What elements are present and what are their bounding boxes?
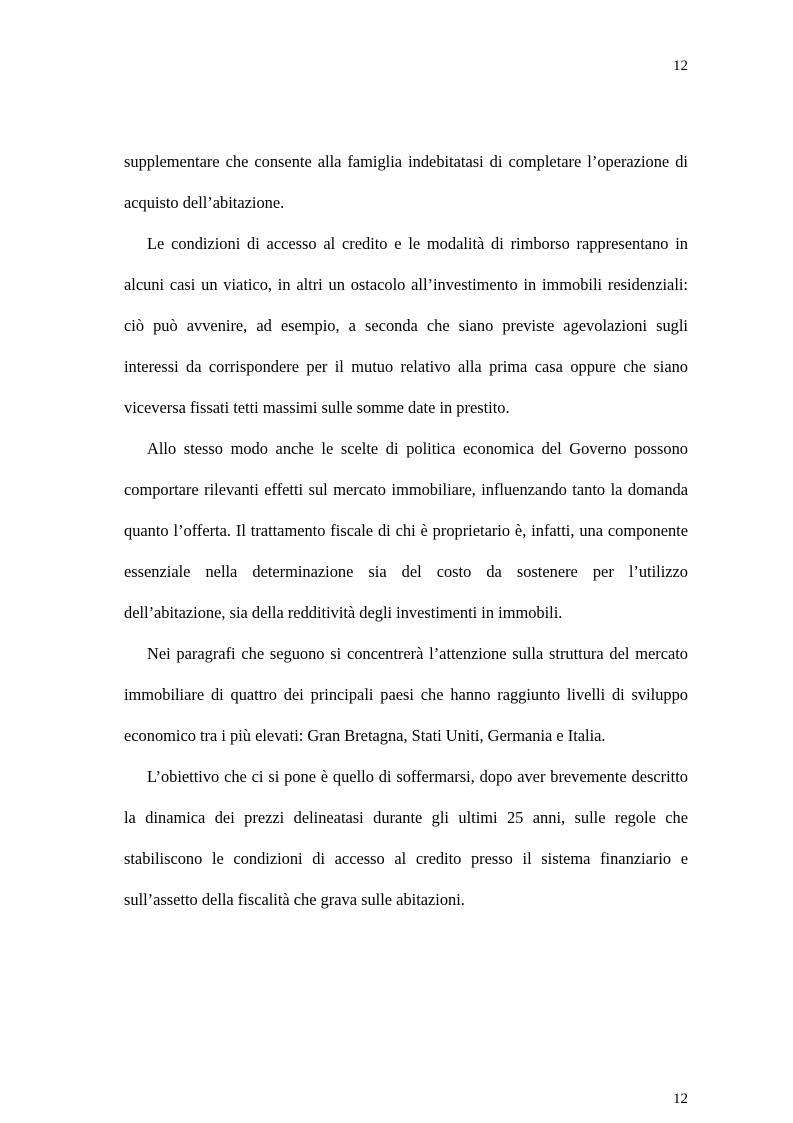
page-number-top: 12: [673, 58, 688, 74]
paragraph-3: Allo stesso modo anche le scelte di politica economica del Governo possono comportare rilevanti effetti sul mercato immobiliare, influenzando tanto la domanda quanto l’offerta. Il trattamento fiscale di chi è proprietario è, infatti, una componente essenziale nella determinazione sia del costo da sostenere per l’utilizzo dell’abitazione, sia della redditività degli investimenti in immobili.: [124, 439, 688, 622]
document-body: [124, 141, 688, 920]
page-number-bottom: 12: [673, 1091, 688, 1107]
paragraph-5: L’obiettivo che ci si pone è quello di soffermarsi, dopo aver brevemente descritto la dinamica dei prezzi delineatasi durante gli ultimi 25 anni, sulle regole che stabiliscono le condizioni di accesso al credito presso il sistema finanziario e sull’assetto della fiscalità che grava sulle abitazioni.: [124, 767, 688, 909]
paragraph-4: Nei paragrafi che seguono si concentrerà l’attenzione sulla struttura del mercato immobiliare di quattro dei principali paesi che hanno raggiunto livelli di sviluppo economico tra i più elevati: Gran Bretagna, Stati Uniti, Germania e Italia.: [124, 644, 688, 745]
paragraph-2: Le condizioni di accesso al credito e le modalità di rimborso rappresentano in alcuni casi un viatico, in altri un ostacolo all’investimento in immobili residenziali: ciò può avvenire, ad esempio, a seconda che siano previste agevolazioni sugli interessi da corrispondere per il mutuo relativo alla prima casa oppure che siano viceversa fissati tetti massimi sulle somme date in prestito.: [124, 234, 688, 417]
paragraph-1: supplementare che consente alla famiglia indebitatasi di completare l’operazione di acquisto dell’abitazione.: [124, 152, 688, 212]
